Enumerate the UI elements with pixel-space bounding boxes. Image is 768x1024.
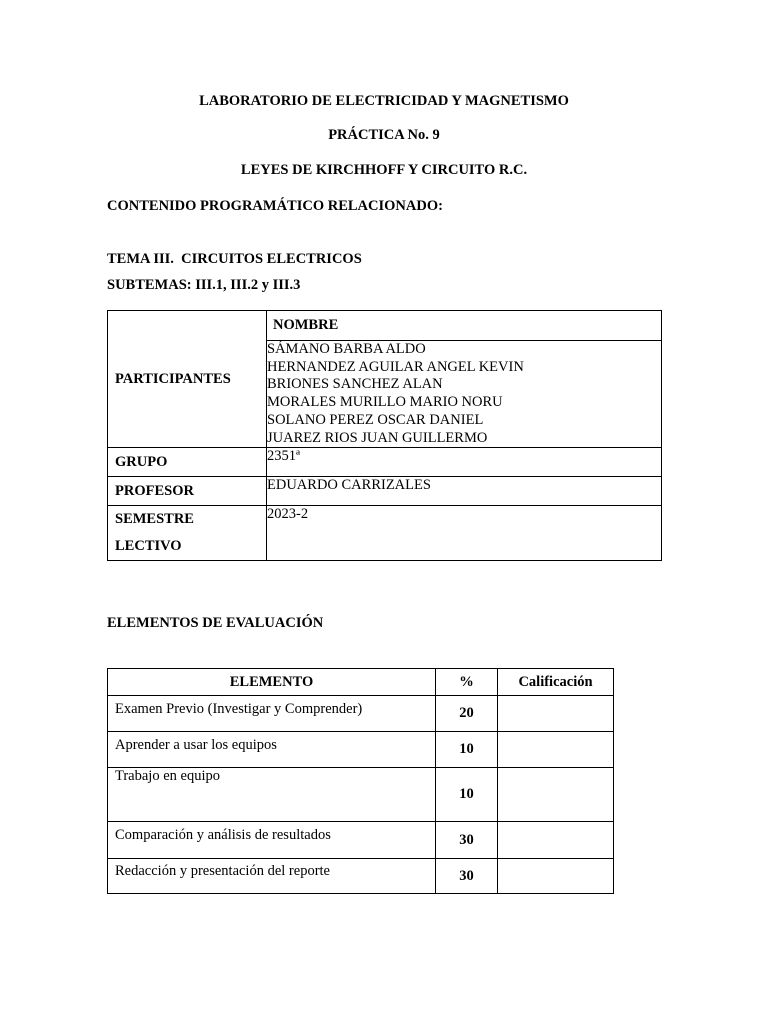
percent-header: % xyxy=(436,669,498,696)
semestre-label-line1: SEMESTRE xyxy=(115,511,194,528)
percent-cell: 10 xyxy=(436,732,498,768)
participant-name: BRIONES SANCHEZ ALAN xyxy=(267,376,443,393)
profesor-value: EDUARDO CARRIZALES xyxy=(267,477,662,506)
lab-title: LABORATORIO DE ELECTRICIDAD Y MAGNETISMO xyxy=(199,93,569,109)
semestre-label-line2: LECTIVO xyxy=(115,538,182,555)
calificacion-cell[interactable] xyxy=(498,696,614,732)
calificacion-cell[interactable] xyxy=(498,768,614,822)
nombre-header: NOMBRE xyxy=(267,311,662,341)
elemento-cell: Comparación y análisis de resultados xyxy=(108,822,436,859)
evaluation-table xyxy=(107,668,614,894)
percent-cell: 30 xyxy=(436,859,498,894)
percent-cell: 10 xyxy=(436,768,498,822)
grupo-value: 2351ª xyxy=(267,448,662,477)
participant-name: SÁMANO BARBA ALDO xyxy=(267,341,426,357)
participants-table xyxy=(107,310,662,561)
participant-name: JUAREZ RIOS JUAN GUILLERMO xyxy=(267,429,488,446)
semestre-value: 2023-2 xyxy=(267,506,662,561)
tema-heading: TEMA III. CIRCUITOS ELECTRICOS xyxy=(107,251,362,267)
participant-name: HERNANDEZ AGUILAR ANGEL KEVIN xyxy=(267,358,524,375)
participantes-label: PARTICIPANTES xyxy=(108,311,267,448)
practice-number: PRÁCTICA No. 9 xyxy=(328,127,440,143)
contenido-heading: CONTENIDO PROGRAMÁTICO RELACIONADO: xyxy=(107,198,443,214)
subtemas-heading: SUBTEMAS: III.1, III.2 y III.3 xyxy=(107,277,301,293)
table-row xyxy=(108,732,614,768)
elemento-header: ELEMENTO xyxy=(108,669,436,696)
percent-cell: 30 xyxy=(436,822,498,859)
elemento-cell: Examen Previo (Investigar y Comprender) xyxy=(108,696,436,732)
table-row xyxy=(108,768,614,822)
calificacion-header: Calificación xyxy=(498,669,614,696)
participant-name: MORALES MURILLO MARIO NORU xyxy=(267,394,503,411)
evaluation-title: ELEMENTOS DE EVALUACIÓN xyxy=(107,615,324,631)
percent-cell: 20 xyxy=(436,696,498,732)
semestre-label xyxy=(108,506,267,561)
elemento-cell: Redacción y presentación del reporte xyxy=(108,859,436,894)
practice-title: LEYES DE KIRCHHOFF Y CIRCUITO R.C. xyxy=(240,162,528,178)
table-row xyxy=(108,696,614,732)
profesor-label: PROFESOR xyxy=(108,477,267,506)
table-row xyxy=(108,822,614,859)
calificacion-cell[interactable] xyxy=(498,732,614,768)
calificacion-cell[interactable] xyxy=(498,859,614,894)
elemento-cell: Aprender a usar los equipos xyxy=(108,732,436,768)
elemento-cell: Trabajo en equipo xyxy=(108,768,436,822)
table-row xyxy=(108,859,614,894)
participant-name: SOLANO PEREZ OSCAR DANIEL xyxy=(267,411,484,428)
grupo-label: GRUPO xyxy=(108,448,267,477)
participant-names xyxy=(267,341,662,448)
calificacion-cell[interactable] xyxy=(498,822,614,859)
